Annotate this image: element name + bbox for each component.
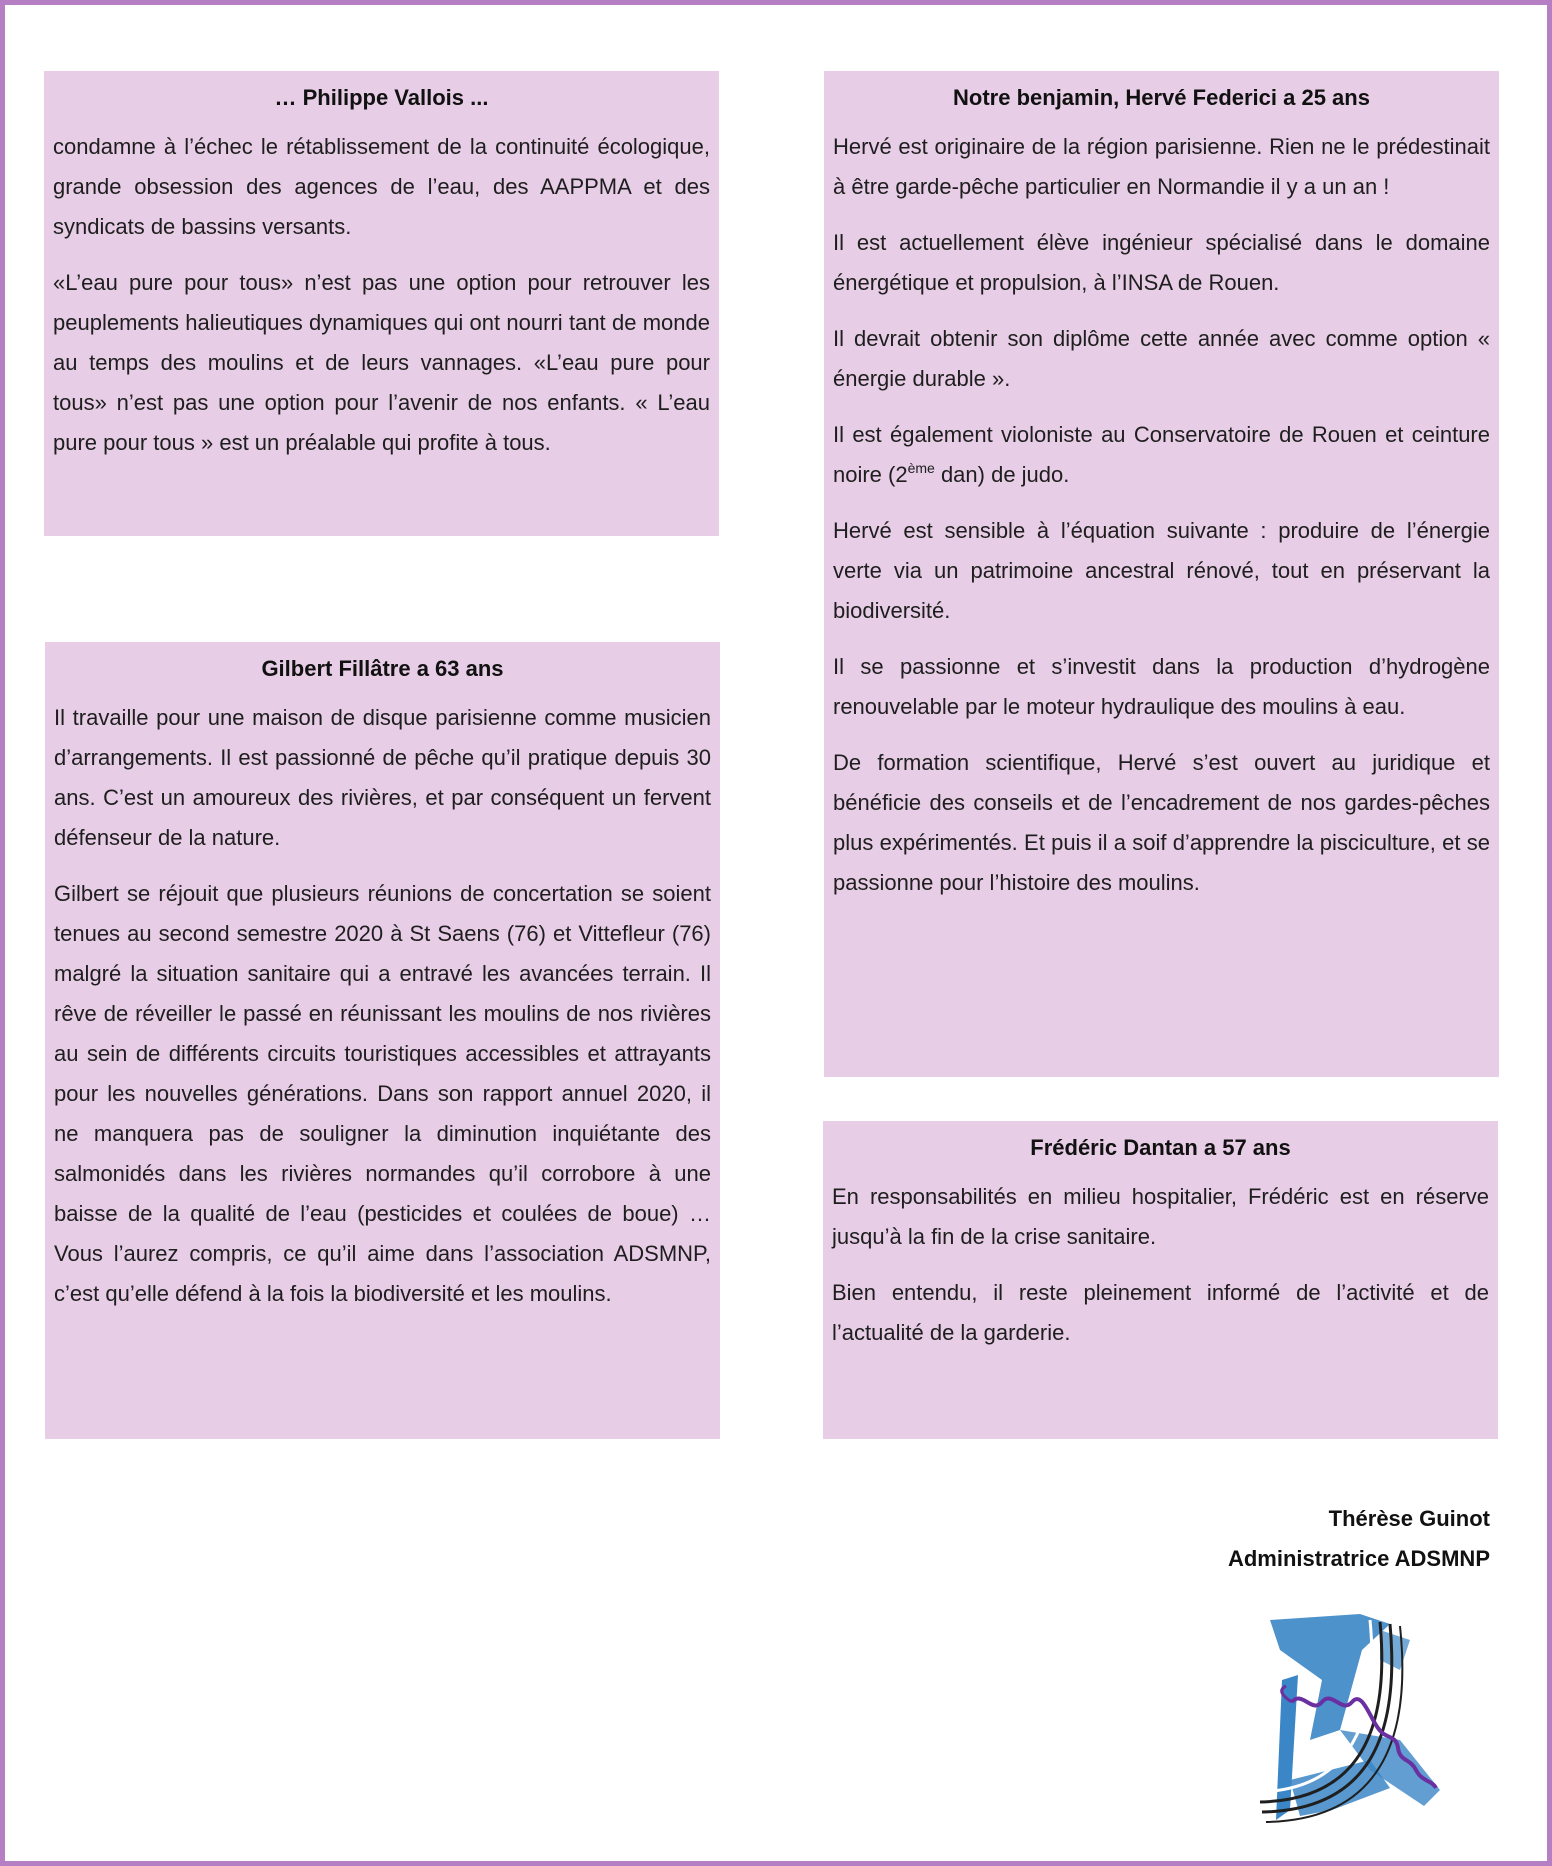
section-philippe-vallois [44,71,719,536]
signature [1228,1499,1490,1579]
section-title: … Philippe Vallois ... [274,85,489,110]
paragraph: Il est actuellement élève ingénieur spécialisé dans le domaine énergétique et propulsion, à l’INSA de Rouen. [833,230,1490,295]
paragraph: Il devrait obtenir son diplôme cette année avec comme option « énergie durable ». [833,326,1490,391]
superscript: ème [907,460,935,476]
section-title: Notre benjamin, Hervé Federici a 25 ans [953,85,1370,110]
section-title: Frédéric Dantan a 57 ans [1030,1135,1291,1160]
adsmnp-logo-icon [1240,1610,1462,1832]
paragraph: Hervé est originaire de la région parisienne. Rien ne le prédestinait à être garde-pêche particulier en Normandie il y a un an ! [833,134,1490,199]
paragraph: «L’eau pure pour tous» n’est pas une option pour retrouver les peuplements halieutiques dynamiques qui ont nourri tant de monde au temps des moulins et de leurs vannages. «L’eau pure pour tous» n’est pas une option pour l’avenir de nos enfants. « L’eau pure pour tous » est un préalable qui profite à tous. [53,270,710,455]
paragraph: Gilbert se réjouit que plusieurs réunions de concertation se soient tenues au second semestre 2020 à St Saens (76) et Vittefleur (76) malgré la situation sanitaire qui a entravé les avancées terrain. Il rêve de réveiller le passé en réunissant les moulins de nos rivières au sein de différents circuits touristiques accessibles et attrayants pour les nouvelles générations. Dans son rapport annuel 2020, il ne manquera pas de souligner la diminution inquiétante des salmonidés dans les rivières normandes qu’il corrobore à une baisse de la qualité de l’eau (pesticides et coulées de boue) … Vous l’aurez compris, ce qu’il aime dans l’association ADSMNP, c’est qu’elle défend à la fois la biodiversité et les moulins. [54,881,711,1306]
section-title: Gilbert Fillâtre a 63 ans [261,656,504,681]
paragraph [833,415,1490,495]
section-frederic-dantan [823,1121,1498,1439]
signature-role: Administratrice ADSMNP [1227,1546,1490,1571]
paragraph: De formation scientifique, Hervé s’est ouvert au juridique et bénéficie des conseils et de l’encadrement de nos gardes-pêches plus expérimentés. Et puis il a soif d’apprendre la pisciculture, et se passionne pour l’histoire des moulins. [833,750,1490,895]
text-fragment: dan) de judo. [934,462,1070,487]
paragraph: Il travaille pour une maison de disque parisienne comme musicien d’arrangements. Il est passionné de pêche qu’il pratique depuis 30 ans. C’est un amoureux des rivières, et par conséquent un fervent défenseur de la nature. [54,705,711,850]
section-gilbert-fillatre [45,642,720,1439]
signature-name: Thérèse Guinot [1328,1506,1490,1531]
text-fragment: Il est également violoniste au Conservatoire de Rouen et ceinture noire (2 [833,422,1490,487]
paragraph: condamne à l’échec le rétablissement de la continuité écologique, grande obsession des agences de l’eau, des AAPPMA et des syndicats de bassins versants. [53,134,710,239]
paragraph: Hervé est sensible à l’équation suivante : produire de l’énergie verte via un patrimoine ancestral rénové, tout en préservant la biodiversité. [833,518,1490,623]
paragraph: Il se passionne et s’investit dans la production d’hydrogène renouvelable par le moteur hydraulique des moulins à eau. [833,654,1490,719]
paragraph: En responsabilités en milieu hospitalier, Frédéric est en réserve jusqu’à la fin de la crise sanitaire. [832,1184,1489,1249]
paragraph: Bien entendu, il reste pleinement informé de l’activité et de l’actualité de la garderie. [832,1280,1489,1345]
section-herve-federici [824,71,1499,1077]
